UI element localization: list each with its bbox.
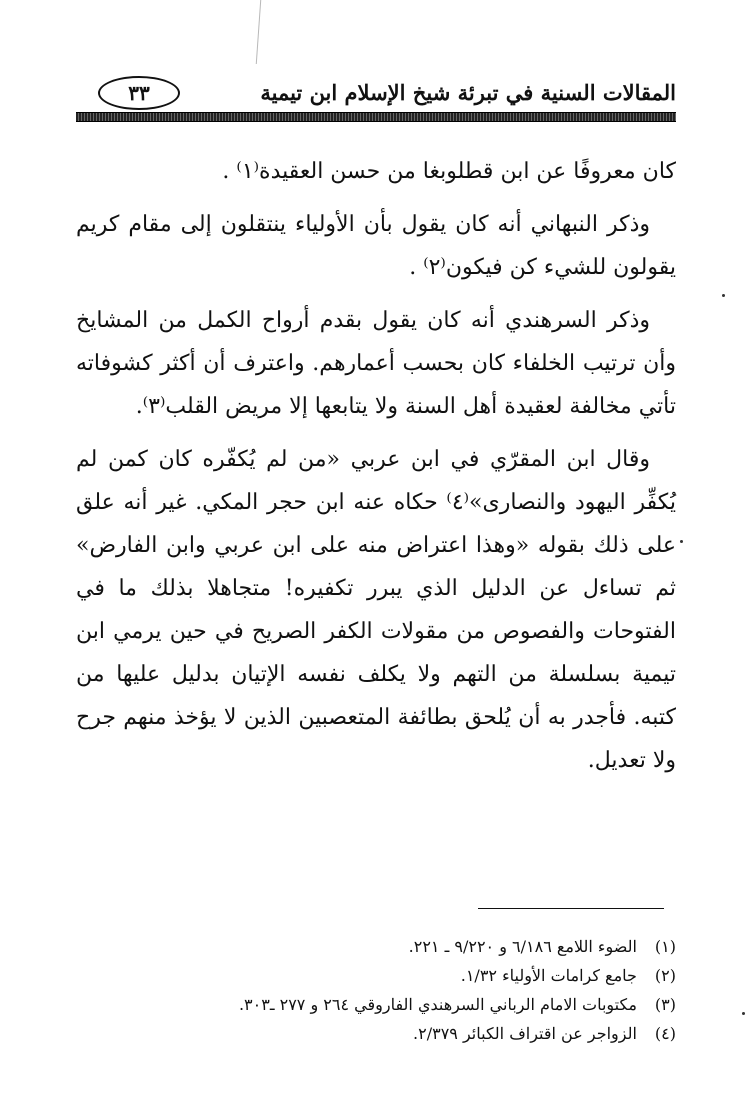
footnote-text: الزواجر عن اقتراف الكبائر ٢/٣٧٩. bbox=[413, 1024, 637, 1043]
scan-artifact-line bbox=[256, 0, 269, 64]
paragraph: كان معروفًا عن ابن قطلوبغا من حسن العقيدة⁽١⁾ . bbox=[222, 159, 676, 184]
paragraph: وذكر السرهندي أنه كان يقول بقدم أرواح الكمل من المشايخ وأن ترتيب الخلفاء كان بحسب أعمارهم. واعترف أن أكثر كشوفاته تأتي مخالفة لعقيدة أهل السنة ولا يتابعها إلا مريض القلب⁽٣⁾. bbox=[76, 308, 676, 419]
scan-speck bbox=[742, 1012, 745, 1015]
footnote-number: (٤) bbox=[654, 1024, 676, 1043]
footnote-text: جامع كرامات الأولياء ١/٣٢. bbox=[460, 966, 637, 985]
scan-speck bbox=[722, 294, 725, 297]
footnote bbox=[190, 990, 676, 1019]
footnote bbox=[190, 961, 676, 990]
footnote bbox=[190, 932, 676, 961]
page-header bbox=[76, 76, 676, 112]
paragraph: وذكر النبهاني أنه كان يقول بأن الأولياء ينتقلون إلى مقام كريم يقولون للشيء كن فيكون⁽٢⁾ . bbox=[76, 212, 676, 280]
footnote-text: مكتوبات الامام الرباني السرهندي الفاروقي ٢٦٤ و ٢٧٧ ـ٣٠٣. bbox=[238, 995, 637, 1014]
footnote bbox=[190, 1019, 676, 1048]
body-text bbox=[76, 150, 676, 792]
page-number: ٣٣ bbox=[98, 76, 180, 110]
footnotes bbox=[190, 932, 676, 1048]
footnote-number: (٣) bbox=[654, 995, 676, 1014]
footnote-separator bbox=[478, 908, 664, 909]
header-rule bbox=[76, 112, 676, 122]
footnote-number: (٢) bbox=[654, 966, 676, 985]
scan-speck bbox=[680, 540, 683, 543]
footnote-text: الضوء اللامع ٦/١٨٦ و ٩/٢٢٠ ـ ٢٢١. bbox=[408, 937, 637, 956]
footnote-number: (١) bbox=[654, 937, 676, 956]
running-title: المقالات السنية في تبرئة شيخ الإسلام ابن تيمية bbox=[260, 80, 676, 105]
paragraph: وقال ابن المقرّي في ابن عربي «من لم يُكفّره كان كمن لم يُكفِّر اليهود والنصارى»⁽٤⁾ حكاه عنه ابن حجر المكي. غير أنه علق على ذلك بقوله «وهذا اعتراض منه على ابن عربي وابن الفارض» ثم تساءل عن الدليل الذي يبرر تكفيره! متجاهلا بذلك ما في الفتوحات والفصوص من مقولات الكفر الصريح في حين يرمي ابن تيمية بسلسلة من التهم ولا يكلف نفسه الإتيان بدليل عليها من كتبه. فأجدر به أن يُلحق بطائفة المتعصبين الذين لا يؤخذ منهم جرح ولا تعديل. bbox=[76, 447, 676, 773]
